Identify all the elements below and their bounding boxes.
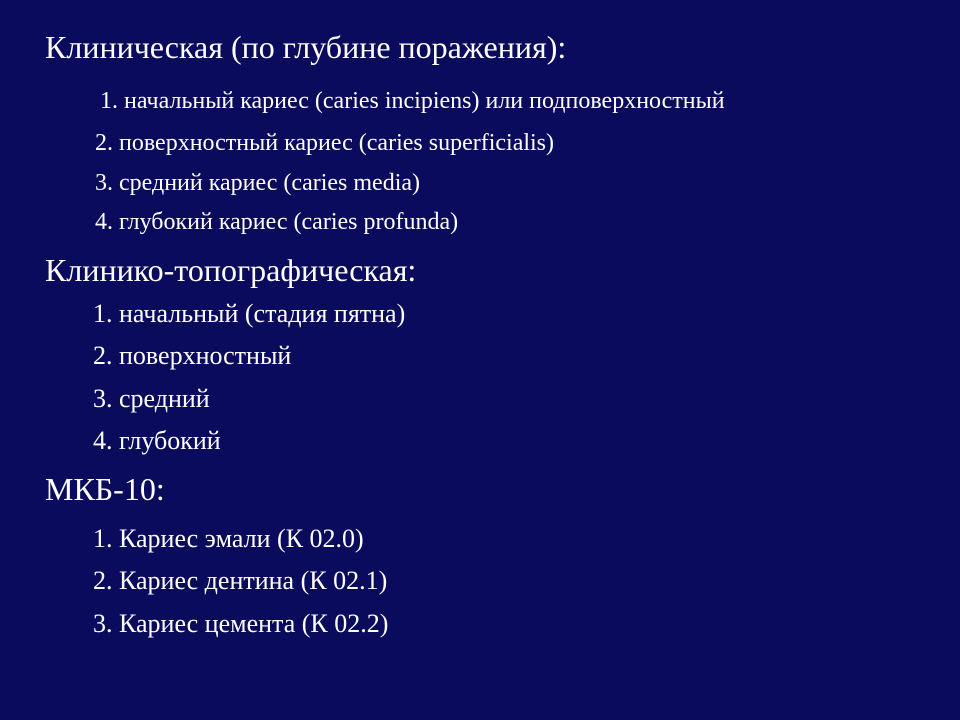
list-item: 3. Кариес цемента (К 02.2) xyxy=(93,609,389,638)
list-item: 2. поверхностный xyxy=(93,341,292,370)
section-heading-clinical-topographic: Клинико-топографическая: xyxy=(45,252,417,288)
list-item: 1. Кариес эмали (К 02.0) xyxy=(93,524,364,553)
list-item: 3. средний кариес (caries media) xyxy=(95,170,421,196)
list-item: 2. поверхностный кариес (caries superficialis) xyxy=(95,130,555,156)
list-item: 4. глубокий кариес (caries profunda) xyxy=(95,209,459,235)
list-item: 1. начальный кариес (caries incipiens) или подповерхностный xyxy=(100,88,725,114)
list-item: 2. Кариес дентина (К 02.1) xyxy=(93,566,388,595)
section-heading-icd10: МКБ-10: xyxy=(45,471,165,507)
list-item: 1. начальный (стадия пятна) xyxy=(93,299,406,328)
section-heading-clinical: Клиническая (по глубине поражения): xyxy=(45,29,567,65)
list-item: 3. средний xyxy=(93,384,210,413)
list-item: 4. глубокий xyxy=(93,426,221,455)
